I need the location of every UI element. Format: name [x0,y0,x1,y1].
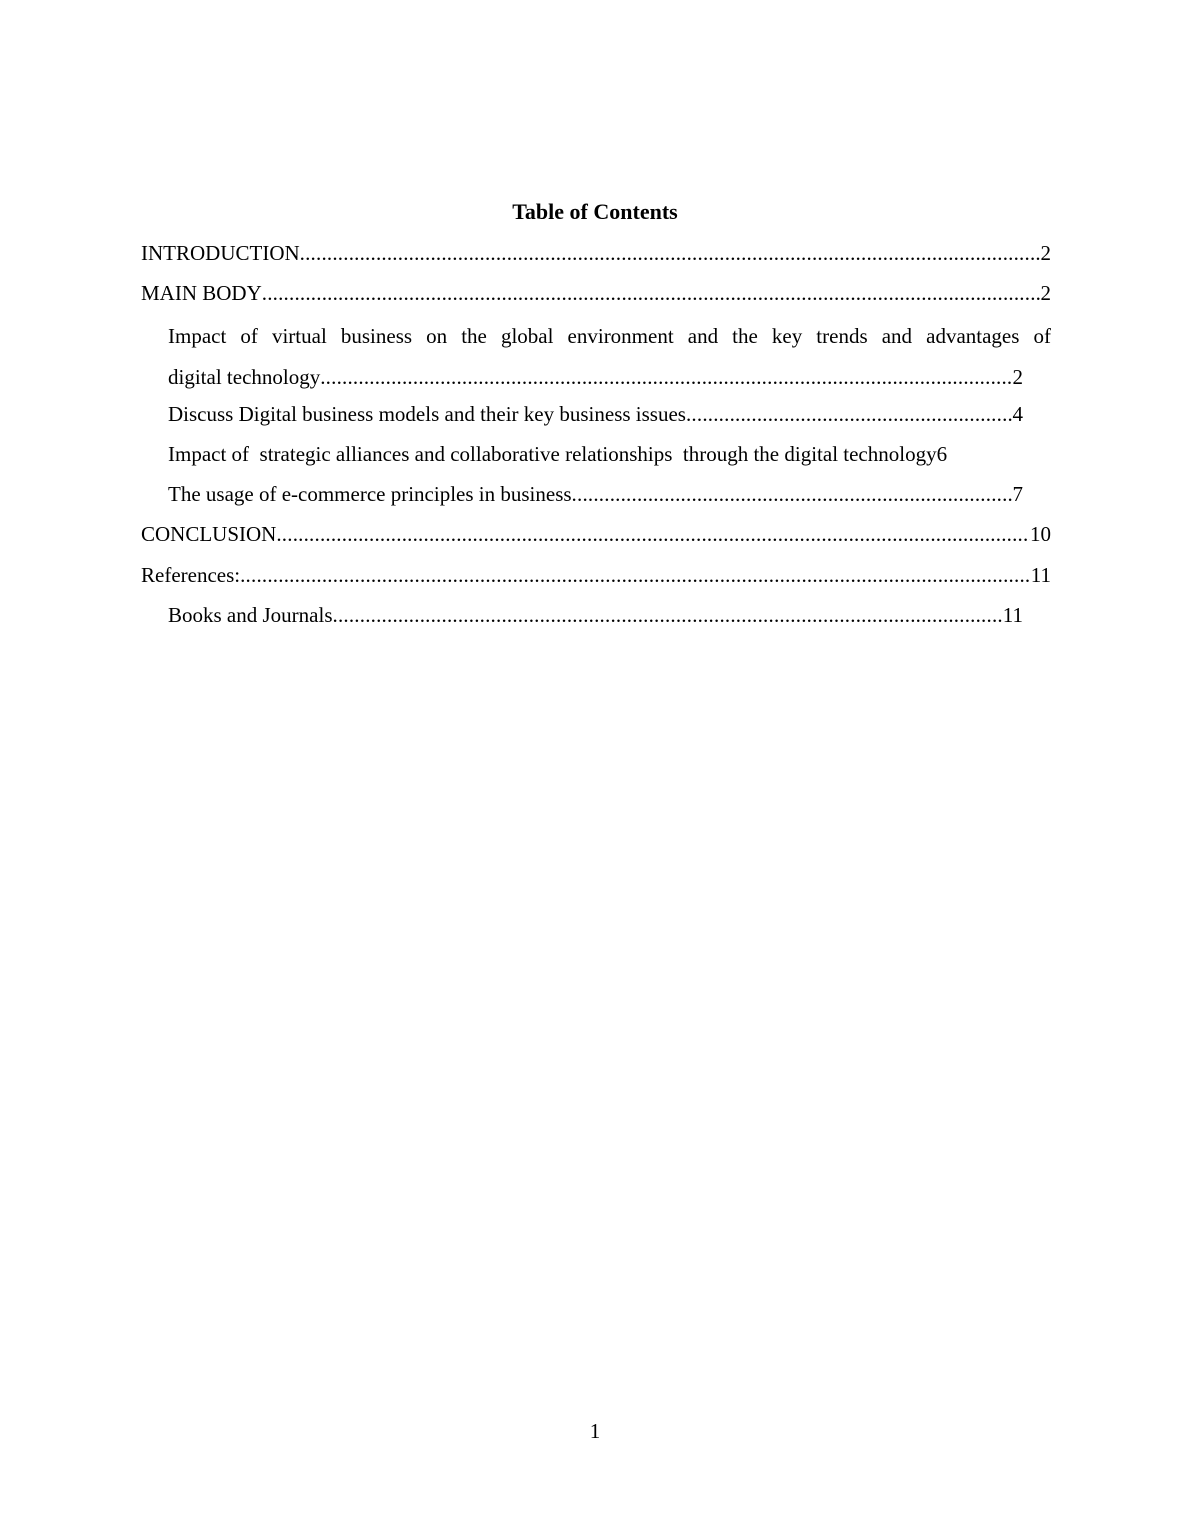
toc-entry-e-commerce-principles[interactable] [168,477,1023,517]
toc-entry-page: 10 [1030,522,1051,547]
dot-leader [276,519,1030,549]
page-number: 1 [589,1419,601,1443]
toc-entry-page: 11 [1002,602,1023,627]
toc-entry-conclusion[interactable] [141,517,1051,557]
dot-leader [262,278,1041,308]
dot-leader [300,238,1041,268]
toc-entry-label-line-1: Impact of virtual business on the global environment and the key trends and advantages of [168,324,1051,349]
toc-title: Table of Contents [512,199,678,224]
toc-entry-label: References: [141,562,241,587]
toc-entry-digital-business-models[interactable] [168,397,1023,437]
toc-entry-impact-of-virtual-business[interactable] [168,316,1051,396]
toc-entry-label: The usage of e-commerce principles in business [168,482,572,507]
toc-entry-page: 4 [1012,401,1023,426]
toc-entry-books-and-journals[interactable] [168,598,1023,638]
toc-entry-page: 6 [936,441,948,466]
toc-entry-label: MAIN BODY [141,281,262,306]
toc-entry-references[interactable] [141,558,1051,598]
toc-entry-page: 2 [1040,241,1051,265]
toc-entry-page: 11 [1030,562,1051,587]
dot-leader [240,560,1031,590]
dot-leader [320,357,1012,397]
dot-leader [333,600,1003,630]
toc-entry-label: Impact of strategic alliances and collaborative relationships through the digital technology [168,441,937,466]
dot-leader [572,479,1013,509]
toc-entry-label-line-2: digital technology [168,364,321,389]
toc-list [141,236,1051,638]
toc-entry-main-body[interactable] [141,276,1051,316]
toc-entry-label: CONCLUSION [141,522,277,547]
toc-entry-page: 2 [1040,281,1051,306]
toc-entry-page: 7 [1012,482,1023,507]
toc-entry-page: 2 [1012,364,1023,389]
toc-entry-label: Books and Journals [168,602,333,627]
toc-entry-label: INTRODUCTION [141,241,300,265]
toc-entry-strategic-alliances[interactable] [168,437,1051,477]
toc-entry-label: Discuss Digital business models and their key business issues [168,401,686,426]
dot-leader [686,399,1013,429]
toc-entry-introduction[interactable] [141,236,1051,276]
